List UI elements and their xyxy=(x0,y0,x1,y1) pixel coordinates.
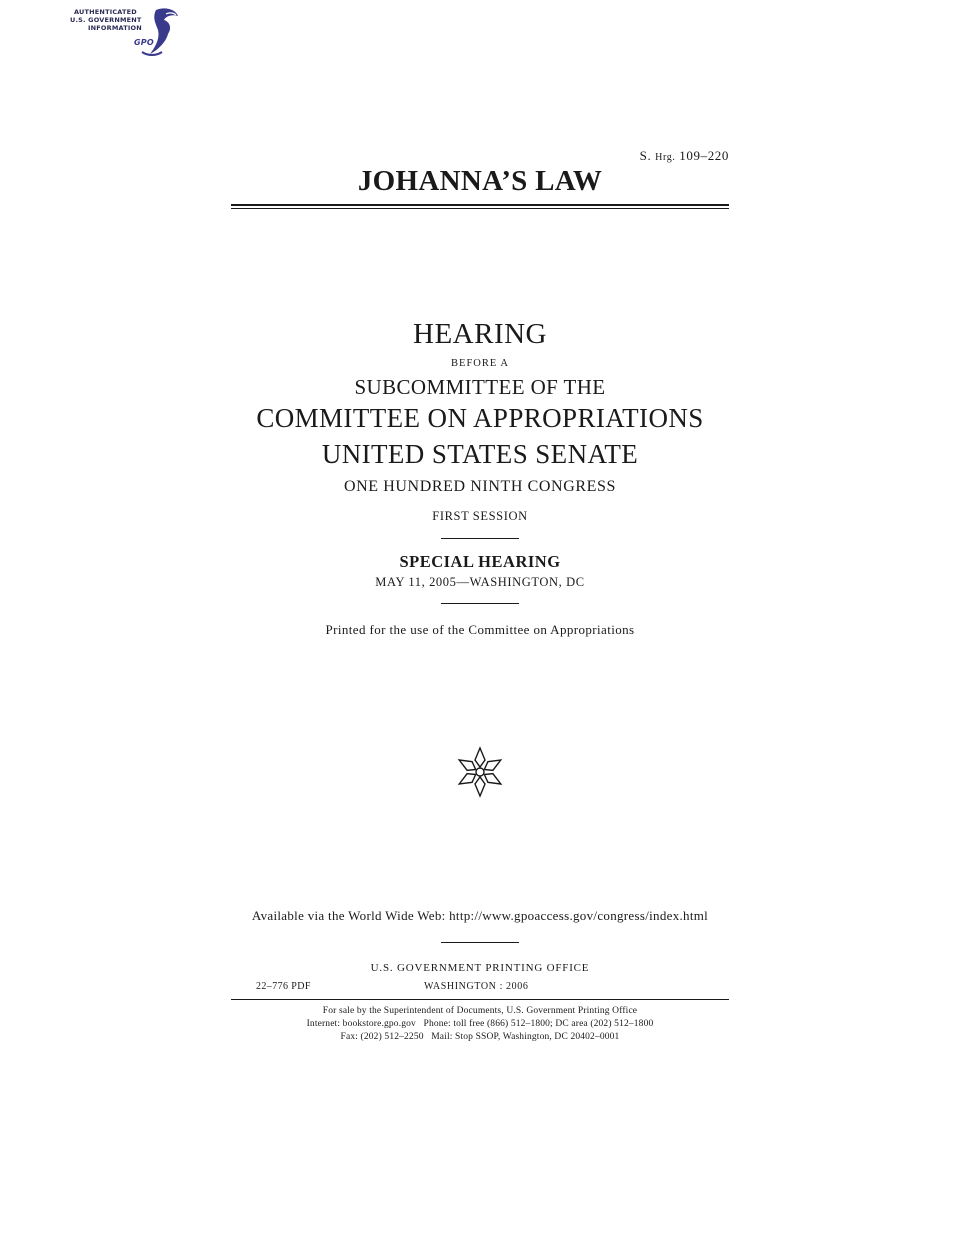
printed-for-note: Printed for the use of the Committee on Appropriations xyxy=(325,622,635,637)
divider-short xyxy=(441,538,519,539)
sale-line-1: For sale by the Superintendent of Documents, U.S. Government Printing Office xyxy=(322,1006,638,1016)
special-hearing: SPECIAL HEARING xyxy=(399,552,561,571)
seal-line-2: U.S. GOVERNMENT xyxy=(70,16,142,24)
congress-line: ONE HUNDRED NINTH CONGRESS xyxy=(343,478,617,495)
sale-line-3: Fax: (202) 512–2250 Mail: Stop SSOP, Washington, DC 20402–0001 xyxy=(340,1032,620,1042)
hearing-date: MAY 11, 2005—WASHINGTON, DC xyxy=(375,575,585,589)
footer-rule xyxy=(231,999,729,1000)
ornament-icon xyxy=(454,746,506,798)
document-title: JOHANNA’S LAW xyxy=(357,165,603,197)
printing-office: U.S. GOVERNMENT PRINTING OFFICE xyxy=(370,962,590,974)
seal-gpo-mark: GPO xyxy=(134,38,154,47)
eagle-icon xyxy=(122,4,184,60)
pdf-identifier: 22–776 PDF xyxy=(256,981,311,992)
before-a: BEFORE A xyxy=(451,358,509,369)
seal-line-1: AUTHENTICATED xyxy=(74,8,137,16)
committee-name: COMMITTEE ON APPROPRIATIONS xyxy=(256,403,704,433)
hearing-heading: HEARING xyxy=(413,318,547,350)
session-line: FIRST SESSION xyxy=(432,509,528,523)
city-year: WASHINGTON : 2006 xyxy=(424,981,529,992)
seal-line-3: INFORMATION xyxy=(88,24,142,32)
availability-note: Available via the World Wide Web: http://www.gpoaccess.gov/congress/index.html xyxy=(251,908,709,923)
title-rule-top xyxy=(231,204,729,206)
divider-short xyxy=(441,942,519,943)
hearing-word: Hrg. xyxy=(655,152,676,163)
subcommittee-line: SUBCOMMITTEE OF THE xyxy=(354,375,606,399)
gpo-authentication-seal xyxy=(60,4,184,60)
hearing-number xyxy=(640,148,729,164)
sale-line-2: Internet: bookstore.gpo.gov Phone: toll free (866) 512–1800; DC area (202) 512–1800 xyxy=(306,1019,654,1029)
hearing-number-value: 109–220 xyxy=(679,148,729,163)
senate-name: UNITED STATES SENATE xyxy=(321,439,639,469)
hearing-prefix: S. xyxy=(639,148,652,163)
divider-short xyxy=(441,603,519,604)
title-rule-bottom xyxy=(231,208,729,209)
